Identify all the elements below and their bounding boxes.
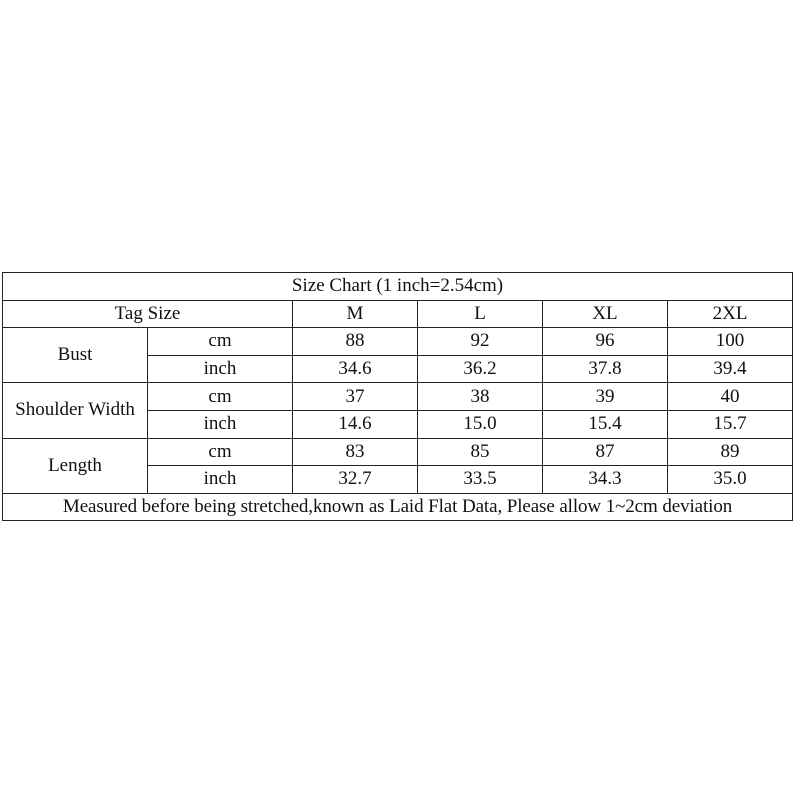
shoulder-cm-row — [3, 383, 793, 411]
table-cell: 37 — [293, 383, 418, 411]
table-cell: 40 — [668, 383, 793, 411]
chart-title: Size Chart (1 inch=2.54cm) — [3, 273, 793, 301]
table-cell: 83 — [293, 438, 418, 466]
title-row — [3, 273, 793, 301]
measure-label-length: Length — [3, 438, 148, 493]
unit-label: cm — [148, 438, 293, 466]
table-cell: 15.7 — [668, 410, 793, 438]
unit-label: cm — [148, 383, 293, 411]
header-row — [3, 300, 793, 328]
table-cell: 39 — [543, 383, 668, 411]
table-cell: 37.8 — [543, 355, 668, 383]
size-header-xl: XL — [543, 300, 668, 328]
unit-label: inch — [148, 410, 293, 438]
table-cell: 100 — [668, 328, 793, 356]
size-header-m: M — [293, 300, 418, 328]
table-cell: 39.4 — [668, 355, 793, 383]
note-row — [3, 493, 793, 521]
table-cell: 34.3 — [543, 466, 668, 494]
unit-label: inch — [148, 466, 293, 494]
table-cell: 38 — [418, 383, 543, 411]
measure-label-shoulder-width: Shoulder Width — [3, 383, 148, 438]
table-cell: 96 — [543, 328, 668, 356]
measure-label-bust: Bust — [3, 328, 148, 383]
size-header-2xl: 2XL — [668, 300, 793, 328]
table-cell: 85 — [418, 438, 543, 466]
table-cell: 87 — [543, 438, 668, 466]
table-cell: 92 — [418, 328, 543, 356]
table-cell: 15.4 — [543, 410, 668, 438]
size-header-l: L — [418, 300, 543, 328]
table-cell: 36.2 — [418, 355, 543, 383]
unit-label: inch — [148, 355, 293, 383]
measurement-note: Measured before being stretched,known as Laid Flat Data, Please allow 1~2cm deviation — [3, 493, 793, 521]
table-cell: 88 — [293, 328, 418, 356]
table-cell: 34.6 — [293, 355, 418, 383]
table-cell: 33.5 — [418, 466, 543, 494]
table-cell: 14.6 — [293, 410, 418, 438]
size-chart-table — [2, 272, 793, 521]
table-cell: 35.0 — [668, 466, 793, 494]
unit-label: cm — [148, 328, 293, 356]
table-cell: 15.0 — [418, 410, 543, 438]
table-cell: 32.7 — [293, 466, 418, 494]
length-cm-row — [3, 438, 793, 466]
tag-size-label: Tag Size — [3, 300, 293, 328]
bust-cm-row — [3, 328, 793, 356]
table-cell: 89 — [668, 438, 793, 466]
